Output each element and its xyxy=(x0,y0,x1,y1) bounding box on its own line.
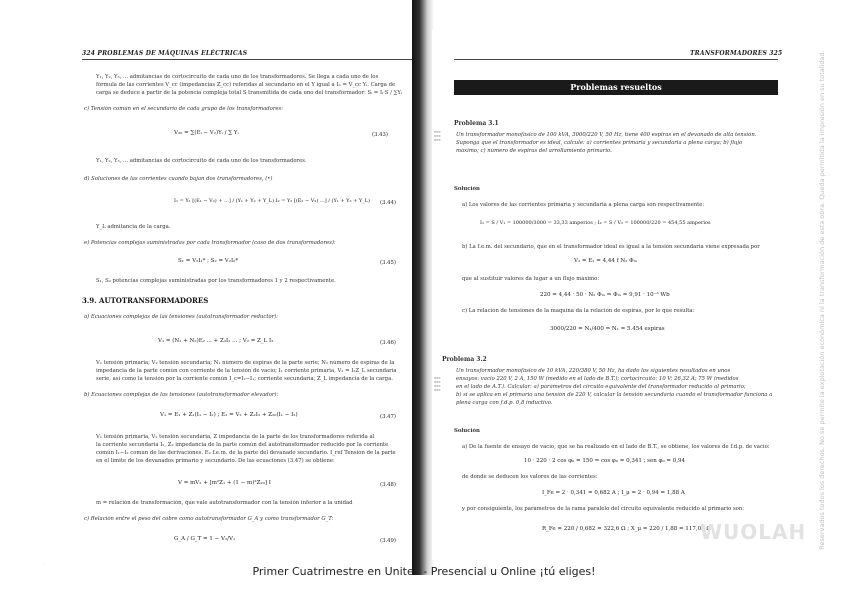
equation-elevator: V₁ = E₁ + Z₁(I₁ − I₂) ; E₂ = V₂ + Z₂I₂ + Z₂₀(I₁ − I₂) xyxy=(160,412,298,418)
solution-3-2-a: a) De la fuente de ensayo de vacío, que se ha realizado en el lado de B.T., se obtiene, los valores de f.d.p. de vacío: xyxy=(462,444,770,450)
equation-reducer: V₁ = (N₁ + N₂)E₂ ... + Z₂I₂ ... ; V₂ = Z_L I₂ xyxy=(158,338,274,344)
left-paragraph-6: e) Potencias complejas suministradas por cada transformador (caso de dos transformadores): xyxy=(84,240,336,246)
equation-no-load-pf: 10 · 220 · 2 cos φ₀ = 150 ⇒ cos φ₀ = 0,341 ; sen φ₀ = 0,94 xyxy=(524,458,685,464)
section-heading-autotransformers: 3.9. AUTOTRANSFORMADORES xyxy=(82,296,209,305)
problem-3-2-title: Problema 3.2 xyxy=(442,356,487,363)
left-paragraph-8: a) Ecuaciones complejas de las tensiones (autotransformador reductor): xyxy=(84,314,279,320)
solution-3-1-b: b) La f.e.m. del secundario, que en el transformador ideal es igual a la tensión secundaria viene expresada por xyxy=(462,244,760,250)
left-paragraph-9c: serie, así como la tensión por la corriente común I_c=I₂−I₁; corriente secundaria, Z_L impedancia de la carga. xyxy=(96,376,393,382)
equation-powers: S₁ = V₂I₁* ; S₂ = V₂I₂* xyxy=(178,258,239,264)
equation-number: (3.45) xyxy=(380,260,396,266)
left-paragraph-1c: carga se deduce a partir de la potencia compleja total S transmitida de cada uno del transformador: Sᵢ = Iᵢ·S / ∑Yᵢ xyxy=(96,90,402,96)
equation-ratio: V = mV₂ + [m²Z₁ + (1 − m)²Z₂₀] I xyxy=(178,480,271,486)
left-header-rule xyxy=(82,59,412,60)
equation-emf: V₂ = E₂ = 4,44 f N₂ Φₘ xyxy=(574,258,638,264)
left-paragraph-13: c) Relación entre el peso del cobre como autotransformador G_A y como transformador G_T: xyxy=(84,516,334,522)
solution-3-2-c: y por consiguiente, los parámetros de la rama paralelo del circuito equivalente reducido al primario son: xyxy=(462,506,745,512)
problem-3-2-line-d: b) si se aplica en el primario una tensión de 220 V, calcular la tensión secundaria cuando el transformador funciona a xyxy=(456,392,773,398)
wuolah-watermark-logo: WUOLAH xyxy=(700,520,807,544)
problem-3-2-line-a: Un transformador monofásico de 10 kVA, 220/380 V, 50 Hz, ha dado los siguientes resultados en unos xyxy=(456,368,731,374)
left-paragraph-9b: impedancia de la parte común con corriente de la tensión de vacío; I₁ corriente primaria, V₂ = I₂Z_L secundaria xyxy=(96,368,397,374)
left-paragraph-10: b) Ecuaciones complejas de las tensiones (autotransformador elevador): xyxy=(84,392,279,398)
margin-note-icon: ≈≈≈ ≈≈≈ ≈≈≈ xyxy=(434,130,441,142)
equation-number: (3.47) xyxy=(380,414,396,420)
left-paragraph-7: S₁, S₂ potencias complejas suministradas por los transformadores 1 y 2 respectivamente. xyxy=(96,278,336,284)
left-paragraph-5: Y_L admitancia de la carga. xyxy=(96,224,171,230)
equation-currents-full-load: I₁ = S / V₁ = 100000/3000 = 33,33 amperios ; I₂ = S / V₂ = 100000/220 = 454,55 amperios xyxy=(480,220,711,226)
solution-3-1-c: que al sustituir valores da lugar a un flujo máximo: xyxy=(462,276,600,282)
equation-number: (3.48) xyxy=(380,482,396,488)
problem-3-2-line-e: plena carga con f.d.p. 0,8 inductivo. xyxy=(456,400,553,406)
equation-number: (3.49) xyxy=(380,538,396,544)
left-book-page xyxy=(62,30,414,560)
equation-max-flux: 220 = 4,44 · 50 · N₂ Φₘ ⇒ Φₘ = 9,91 · 10⁻³ Wb xyxy=(540,292,670,298)
equation-copper-weight: G_A / G_T = 1 − V₂/V₁ xyxy=(174,536,236,542)
solution-3-2-heading: Solución xyxy=(454,428,480,434)
right-page-header: TRANSFORMADORES 325 xyxy=(690,50,783,57)
problem-3-1-title: Problema 3.1 xyxy=(454,120,499,127)
equation-number: (3.44) xyxy=(380,200,396,206)
left-paragraph-11d: en el límite de los devanados primario y secundario. De las ecuaciones (3.47) se obtiene: xyxy=(96,458,335,464)
problem-3-1-line-b: Suponga que el transformador es ideal, calcule: a) corrientes primaria y secundaria a plena carga; b) flujo xyxy=(456,140,743,146)
solution-3-2-b: de donde se deducen los valores de las corrientes: xyxy=(462,474,598,480)
side-legal-notice: Reservados todos los derechos. No se permite la explotación económica ni la transformación de esta obra. Queda permitida la impresión en su totalidad. xyxy=(818,50,826,550)
right-header-rule xyxy=(454,59,778,60)
equation-currents: I₁ = Y₁ [(E₁ − V₂) + ...] / (Y₁ + Y₂ + Y_L) I₂ = Y₂ [(E₂ − V₂) ...] / (Y₁ + Y₂ + Y_L) xyxy=(174,198,370,204)
left-paragraph-9a: V₁ tensión primaria; V₂ tensión secundaria; N₁ número de espiras de la parte serie; N₂ número de espiras de la xyxy=(96,360,395,366)
footer-advertisement-text[interactable]: Primer Cuatrimestre en Unitec - Presencial u Online ¡tú eliges! xyxy=(252,565,596,578)
problem-3-1-line-a: Un transformador monofásico de 100 kVA, 3000/220 V, 50 Hz, tiene 400 espiras en el devanado de alta tensión. xyxy=(456,132,757,138)
right-book-page xyxy=(432,30,788,560)
book-gutter-shadow xyxy=(412,0,434,575)
problem-3-1-line-c: máximo; c) número de espiras del arrollamiento primario. xyxy=(456,148,612,154)
left-paragraph-1: Y₁, Y₂, Y₃, ... admitancias de cortocircuito de cada uno de los transformadores. Se llega a cada uno de los xyxy=(96,74,379,80)
solution-3-1-d: c) La relación de tensiones de la maquina da la relación de espiras, por lo que resulta: xyxy=(462,308,695,314)
left-paragraph-2: c) Tensión común en el secundario de cada grupo de los transformadores: xyxy=(84,106,284,112)
page-corner-mark: · xyxy=(44,562,46,567)
left-paragraph-11a: V₁ tensión primaria, V₂ tensión secundaria, Z impedancia de la parte de los transformadores referida al xyxy=(96,434,375,440)
solution-3-1-heading: Solución xyxy=(454,186,480,192)
equation-parallel-branch: R_Fe = 220 / 0,682 = 322,6 Ω ; X_μ = 220 / 1,88 = 117,02 Ω xyxy=(542,526,711,532)
left-paragraph-4: d) Soluciones de las corrientes cuando bajan dos transformadores, (•) xyxy=(84,176,273,182)
equation-branch-currents: I_Fe = 2 · 0,341 = 0,682 A ; I_μ = 2 · 0,94 = 1,88 A xyxy=(542,490,685,496)
left-paragraph-3: Y₁, Y₂, Y₃, ... admitancias de cortocircuito de cada uno de los transformadores. xyxy=(96,158,307,164)
solution-3-1-a: a) Los valores de las corrientes primaria y secundaria a plena carga son respectivamente: xyxy=(462,202,705,208)
margin-note-icon: ≈≈≈ ≈≈≈ ≈≈≈ ≈≈≈ xyxy=(434,376,441,392)
left-paragraph-1b: fórmula de las corrientes V_cc (impedancias Z_cc) referidas al secundario en el Y igual a Iₙ = V_cc Yᵢ. Carga de xyxy=(96,82,396,88)
equation-v20: V₂₀ = ∑(Eᵢ − V₂)Yᵢ / ∑ Yᵢ xyxy=(174,130,239,136)
left-paragraph-11b: la corriente secundaria I₂, Z₂ impedancia de la parte común del autotransformador reducido por la corriente xyxy=(96,442,389,448)
equation-turns: 3000/220 = N₁/400 ⇒ N₁ = 5.454 espiras xyxy=(550,326,665,332)
problems-banner: Problemas resueltos xyxy=(454,80,778,95)
left-page-header: 324 PROBLEMAS DE MÁQUINAS ELÉCTRICAS xyxy=(82,50,248,57)
problem-3-2-line-b: ensayos: vacío 220 V, 2 A, 150 W (medido en el lado de B.T.); cortocircuito: 10 V; 26,32 A; 75 W (medidos xyxy=(456,376,739,382)
equation-number: (3.43) xyxy=(372,132,388,138)
equation-number: (3.46) xyxy=(380,340,396,346)
left-paragraph-12: m = relación de transformación, que vale autotransformador con la tensión inferior a la unidad xyxy=(96,500,353,506)
left-paragraph-11c: común I₁−I₂ común de las derivaciones. E₂ f.e.m. de la parte del devanado secundario. I_ref Tensión de la parte xyxy=(96,450,396,456)
problem-3-2-line-c: en el lado de A.T.). Calcular: a) parámetros del circuito equivalente del transformador reducido al primario; xyxy=(456,384,746,390)
